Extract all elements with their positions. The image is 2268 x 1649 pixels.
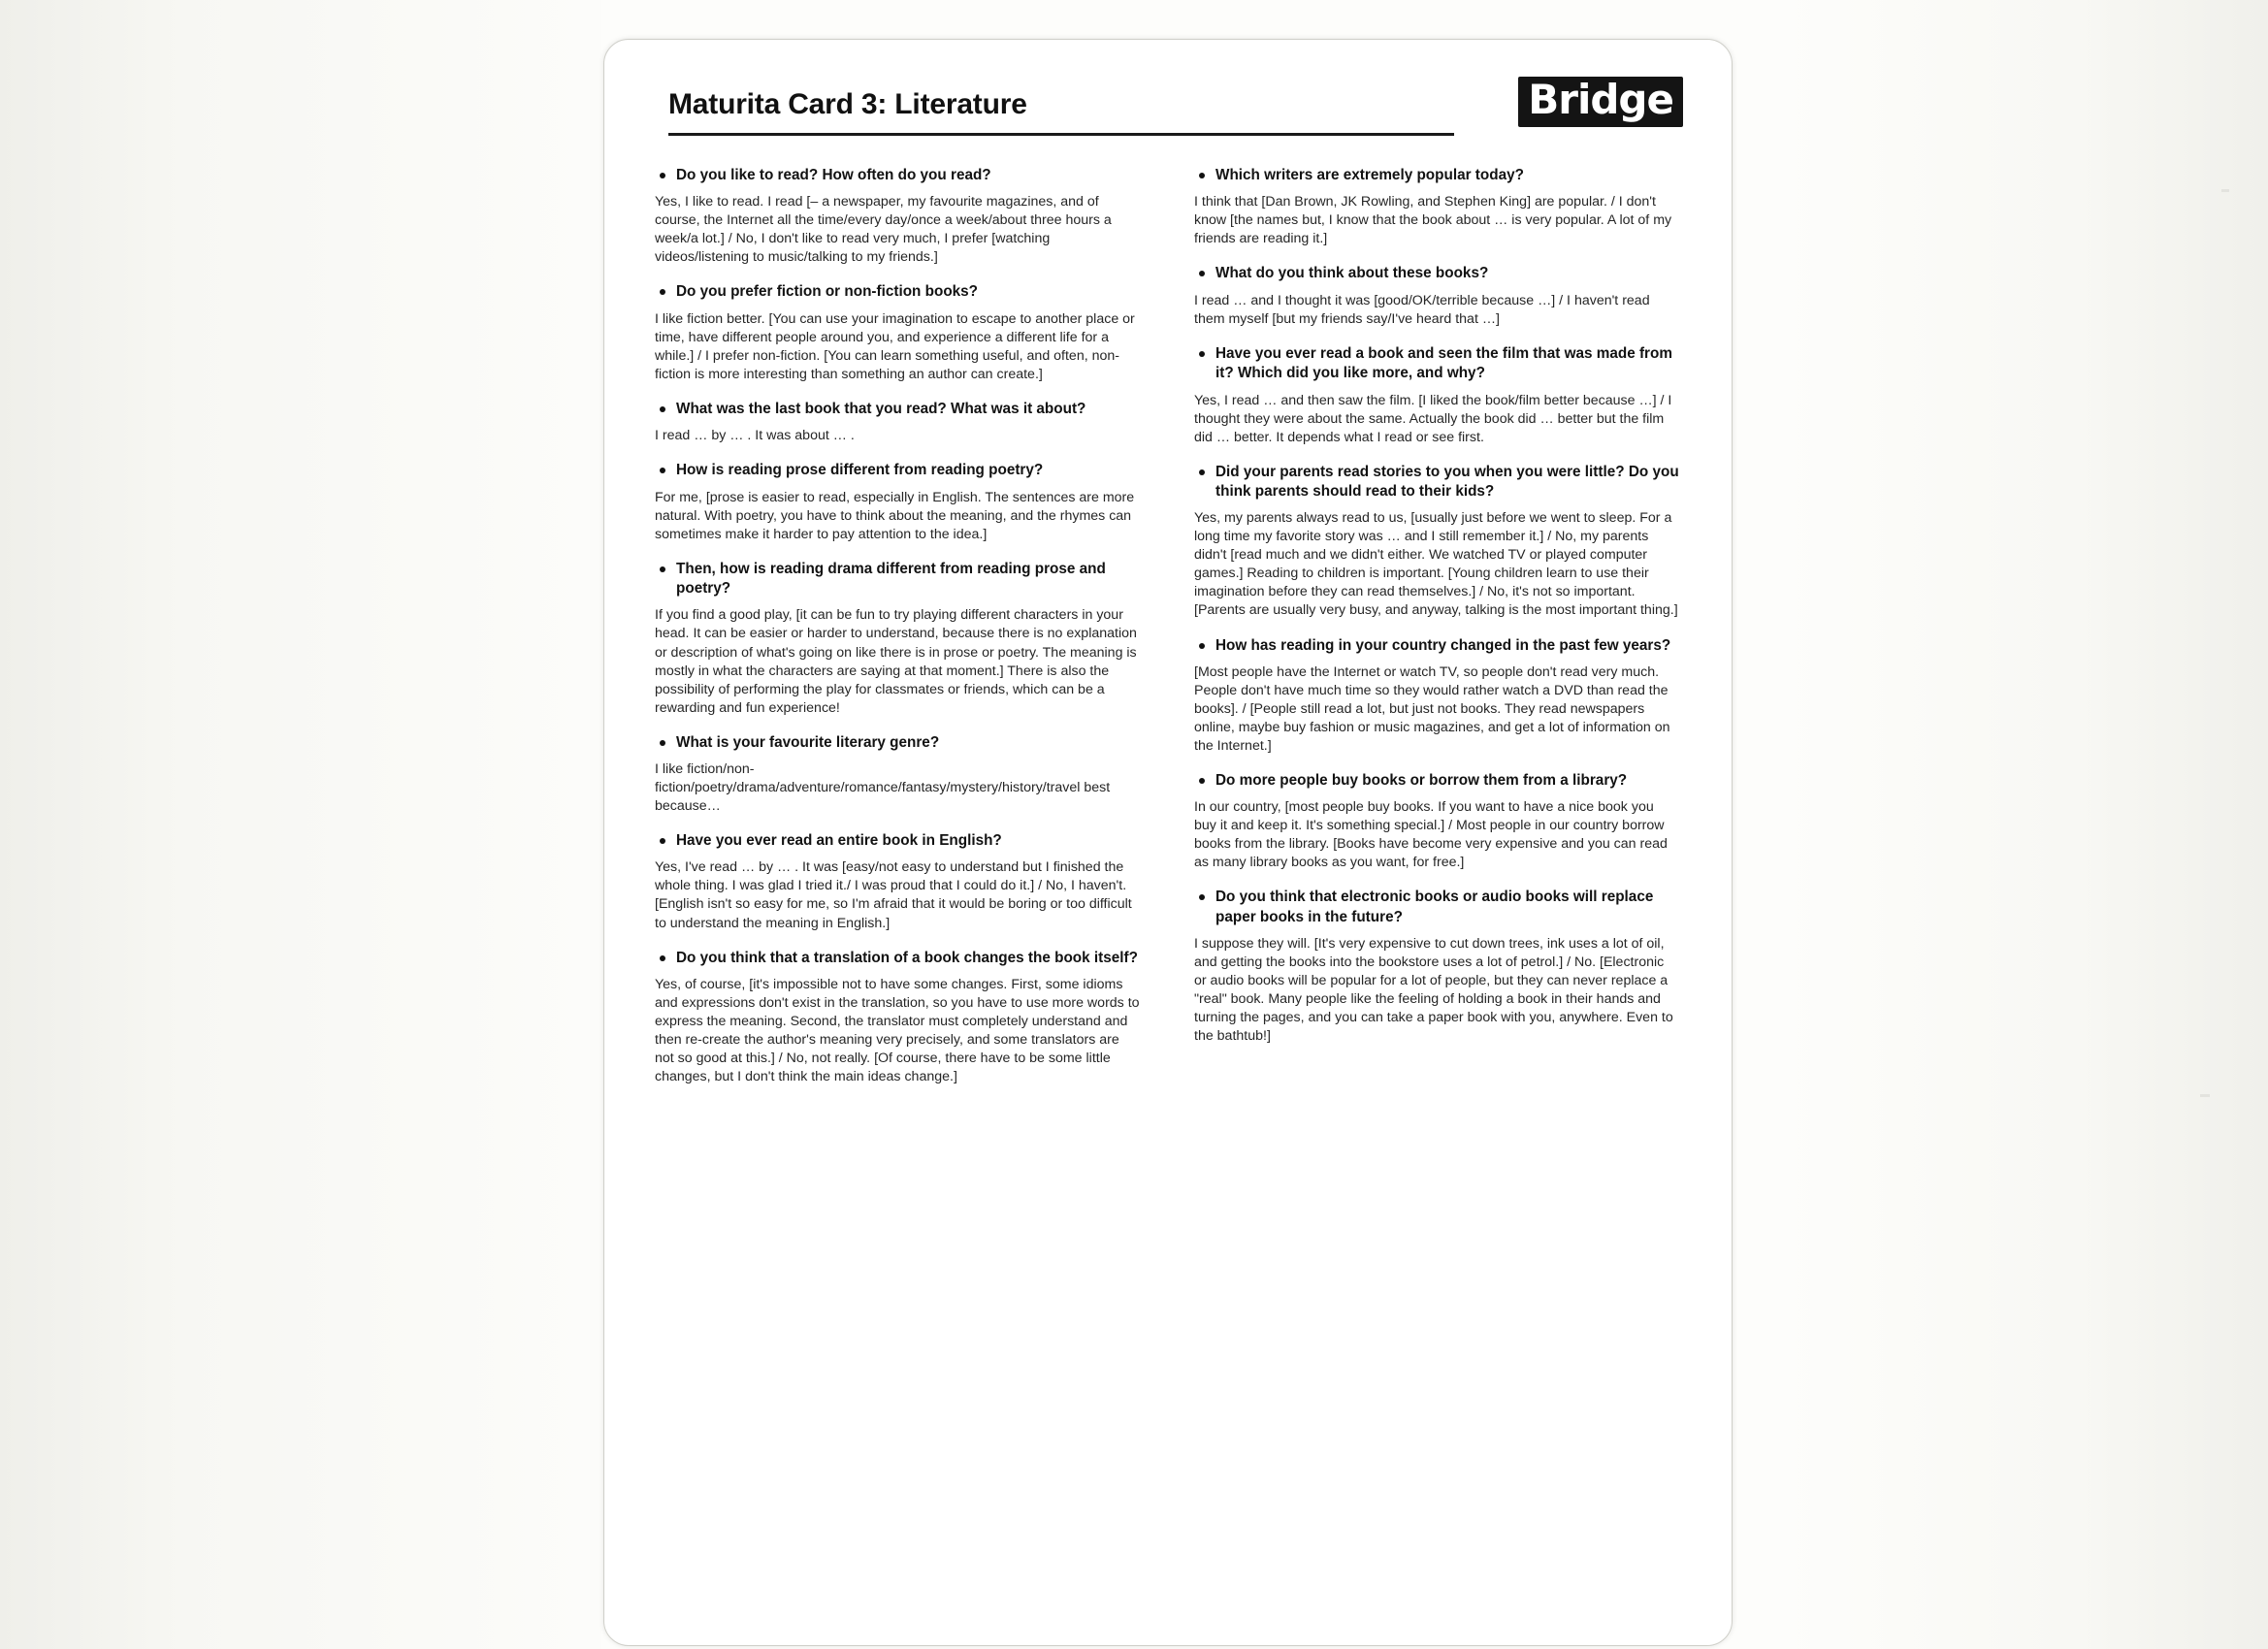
qa-item [655, 166, 1140, 267]
answer-text: I like fiction/non-fiction/poetry/drama/adventure/romance/fantasy/mystery/history/travel best because… [655, 760, 1111, 815]
maturita-card [603, 39, 1733, 1646]
page-title: Maturita Card 3: Literature [668, 88, 1027, 120]
qa-item [1194, 344, 1679, 447]
qa-item [1194, 463, 1679, 621]
qa-item [655, 282, 1140, 383]
scan-speck [2200, 1094, 2210, 1097]
qa-item [655, 461, 1140, 543]
page-left-shadow [0, 0, 601, 1649]
answer-text: I read … and I thought it was [good/OK/terrible because …] / I haven't read them myself [but my friends say/I've heard that …] [1194, 292, 1650, 327]
title-underline [668, 133, 1454, 136]
answer-text: Yes, of course, [it's impossible not to have some changes. First, some idioms and expressions don't exist in the translation, so you have to use more words to express the meaning. Second, the translator must completely understand and then re-create the author's meaning very precisely, and some translators are not so good at this.] / No, not really. [Of course, there have to be some little changes, but I don't think the main ideas change.] [655, 976, 1140, 1085]
question-text: Have you ever read a book and seen the film that was made from it? Which did you like more, and why? [1194, 344, 1679, 384]
answer-text: In our country, [most people buy books. If you want to have a nice book you buy it and keep it. It's something special.] / Most people in our country borrow books from the library. [Books have become very expensive and you can read as many library books as you want, for free.] [1194, 799, 1668, 871]
answer-text: Yes, my parents always read to us, [usually just before we went to sleep. For a long time my favorite story was … and I still remember it.] / No, my parents didn't [read much and we didn't either. We watched TV or played computer games.] Reading to children is important. [Young children learn to use their imagination before they can read themselves.] / No, it's not so important. [Parents are usually very busy, and anyway, talking is the most important thing.] [1194, 510, 1678, 619]
qa-item [655, 733, 1140, 816]
question-text: Do you think that a translation of a book changes the book itself? [655, 949, 1140, 968]
answer-text: For me, [prose is easier to read, especially in English. The sentences are more natural. With poetry, you have to think about the meaning, and the rhymes can sometimes make it harder to pay attention to the idea.] [655, 489, 1135, 542]
scan-speck [2221, 189, 2229, 192]
question-text: Do more people buy books or borrow them from a library? [1194, 771, 1679, 791]
qa-item [655, 400, 1140, 445]
question-text: Which writers are extremely popular today? [1194, 166, 1679, 185]
question-text: Do you like to read? How often do you read? [655, 166, 1140, 185]
question-text: Do you prefer fiction or non-fiction books? [655, 282, 1140, 302]
qa-item [655, 560, 1140, 718]
answer-text: [Most people have the Internet or watch TV, so people don't read very much. People don't have much time so they would rather watch a DVD than read the books]. / [People still read a lot, but just not books. They read newspapers online, maybe buy fashion or music magazines, and get a lot of information on the Internet.] [1194, 663, 1670, 754]
bridge-logo [1518, 77, 1683, 127]
card-header [655, 77, 1683, 160]
left-column [655, 166, 1140, 1102]
qa-item [1194, 166, 1679, 248]
right-column [1194, 166, 1679, 1061]
question-text: Do you think that electronic books or audio books will replace paper books in the future? [1194, 888, 1679, 927]
answer-text: Yes, I've read … by … . It was [easy/not easy to understand but I finished the whole thing. I was glad I tried it./ I was proud that I could do it.] / No, I haven't. [English isn't so easy for me, so I'm afraid that it would be boring or too difficult to understand the meaning in English.] [655, 859, 1132, 931]
qa-item [1194, 264, 1679, 328]
bridge-logo-text: Bridge [1528, 76, 1673, 123]
answer-text: Yes, I read … and then saw the film. [I liked the book/film better because …] / I thought they were about the same. Actually the book did … better but the film did … better. It depends what I read or see first. [1194, 392, 1672, 445]
question-text: Then, how is reading drama different from reading prose and poetry? [655, 560, 1140, 599]
question-text: What is your favourite literary genre? [655, 733, 1140, 753]
question-text: Have you ever read an entire book in English? [655, 831, 1140, 851]
question-text: Did your parents read stories to you when you were little? Do you think parents should read to their kids? [1194, 463, 1679, 502]
qa-item [1194, 888, 1679, 1046]
qa-item [1194, 636, 1679, 757]
answer-text: Yes, I like to read. I read [– a newspaper, my favourite magazines, and of course, the Internet all the time/every day/once a week/about three hours a week/a lot.] / No, I don't like to read very much, I prefer [watching videos/listening to music/talking to my friends.] [655, 194, 1112, 266]
question-text: What was the last book that you read? What was it about? [655, 400, 1140, 419]
question-text: What do you think about these books? [1194, 264, 1679, 283]
answer-text: If you find a good play, [it can be fun to try playing different characters in your head. It can be easier or harder to understand, because there is no explanation or description of what's going on like there is in prose or poetry. The meaning is mostly in what the characters are saying at that moment.] There is also the possibility of performing the play for classmates or friends, which can be a rewarding and fun experience! [655, 607, 1137, 716]
page-right-shadow [1783, 0, 2268, 1649]
qa-item [655, 831, 1140, 932]
answer-text: I like fiction better. [You can use your imagination to escape to another place or time, have different people around you, and experience a different life for a while.] / I prefer non-fiction. [You can learn something useful, and often, non-fiction is more interesting than something an author can create.] [655, 310, 1135, 382]
answer-text: I think that [Dan Brown, JK Rowling, and Stephen King] are popular. / I don't know [the names but, I know that the book about … is very popular. A lot of my friends are reading it.] [1194, 194, 1672, 247]
question-text: How is reading prose different from reading poetry? [655, 461, 1140, 480]
answer-text: I suppose they will. [It's very expensive to cut down trees, ink uses a lot of oil, and getting the books into the bookstore uses a lot of petrol.] / No. [Electronic or audio books will be popular for a lot of people, but they can never replace a "real" book. Many people like the feeling of holding a book in their hands and turning the pages, and you can take a paper book with you, anywhere. Even to the bathtub!] [1194, 936, 1673, 1045]
qa-item [1194, 771, 1679, 872]
qa-item [655, 949, 1140, 1087]
question-text: How has reading in your country changed in the past few years? [1194, 636, 1679, 656]
answer-text: I read … by … . It was about … . [655, 428, 855, 444]
